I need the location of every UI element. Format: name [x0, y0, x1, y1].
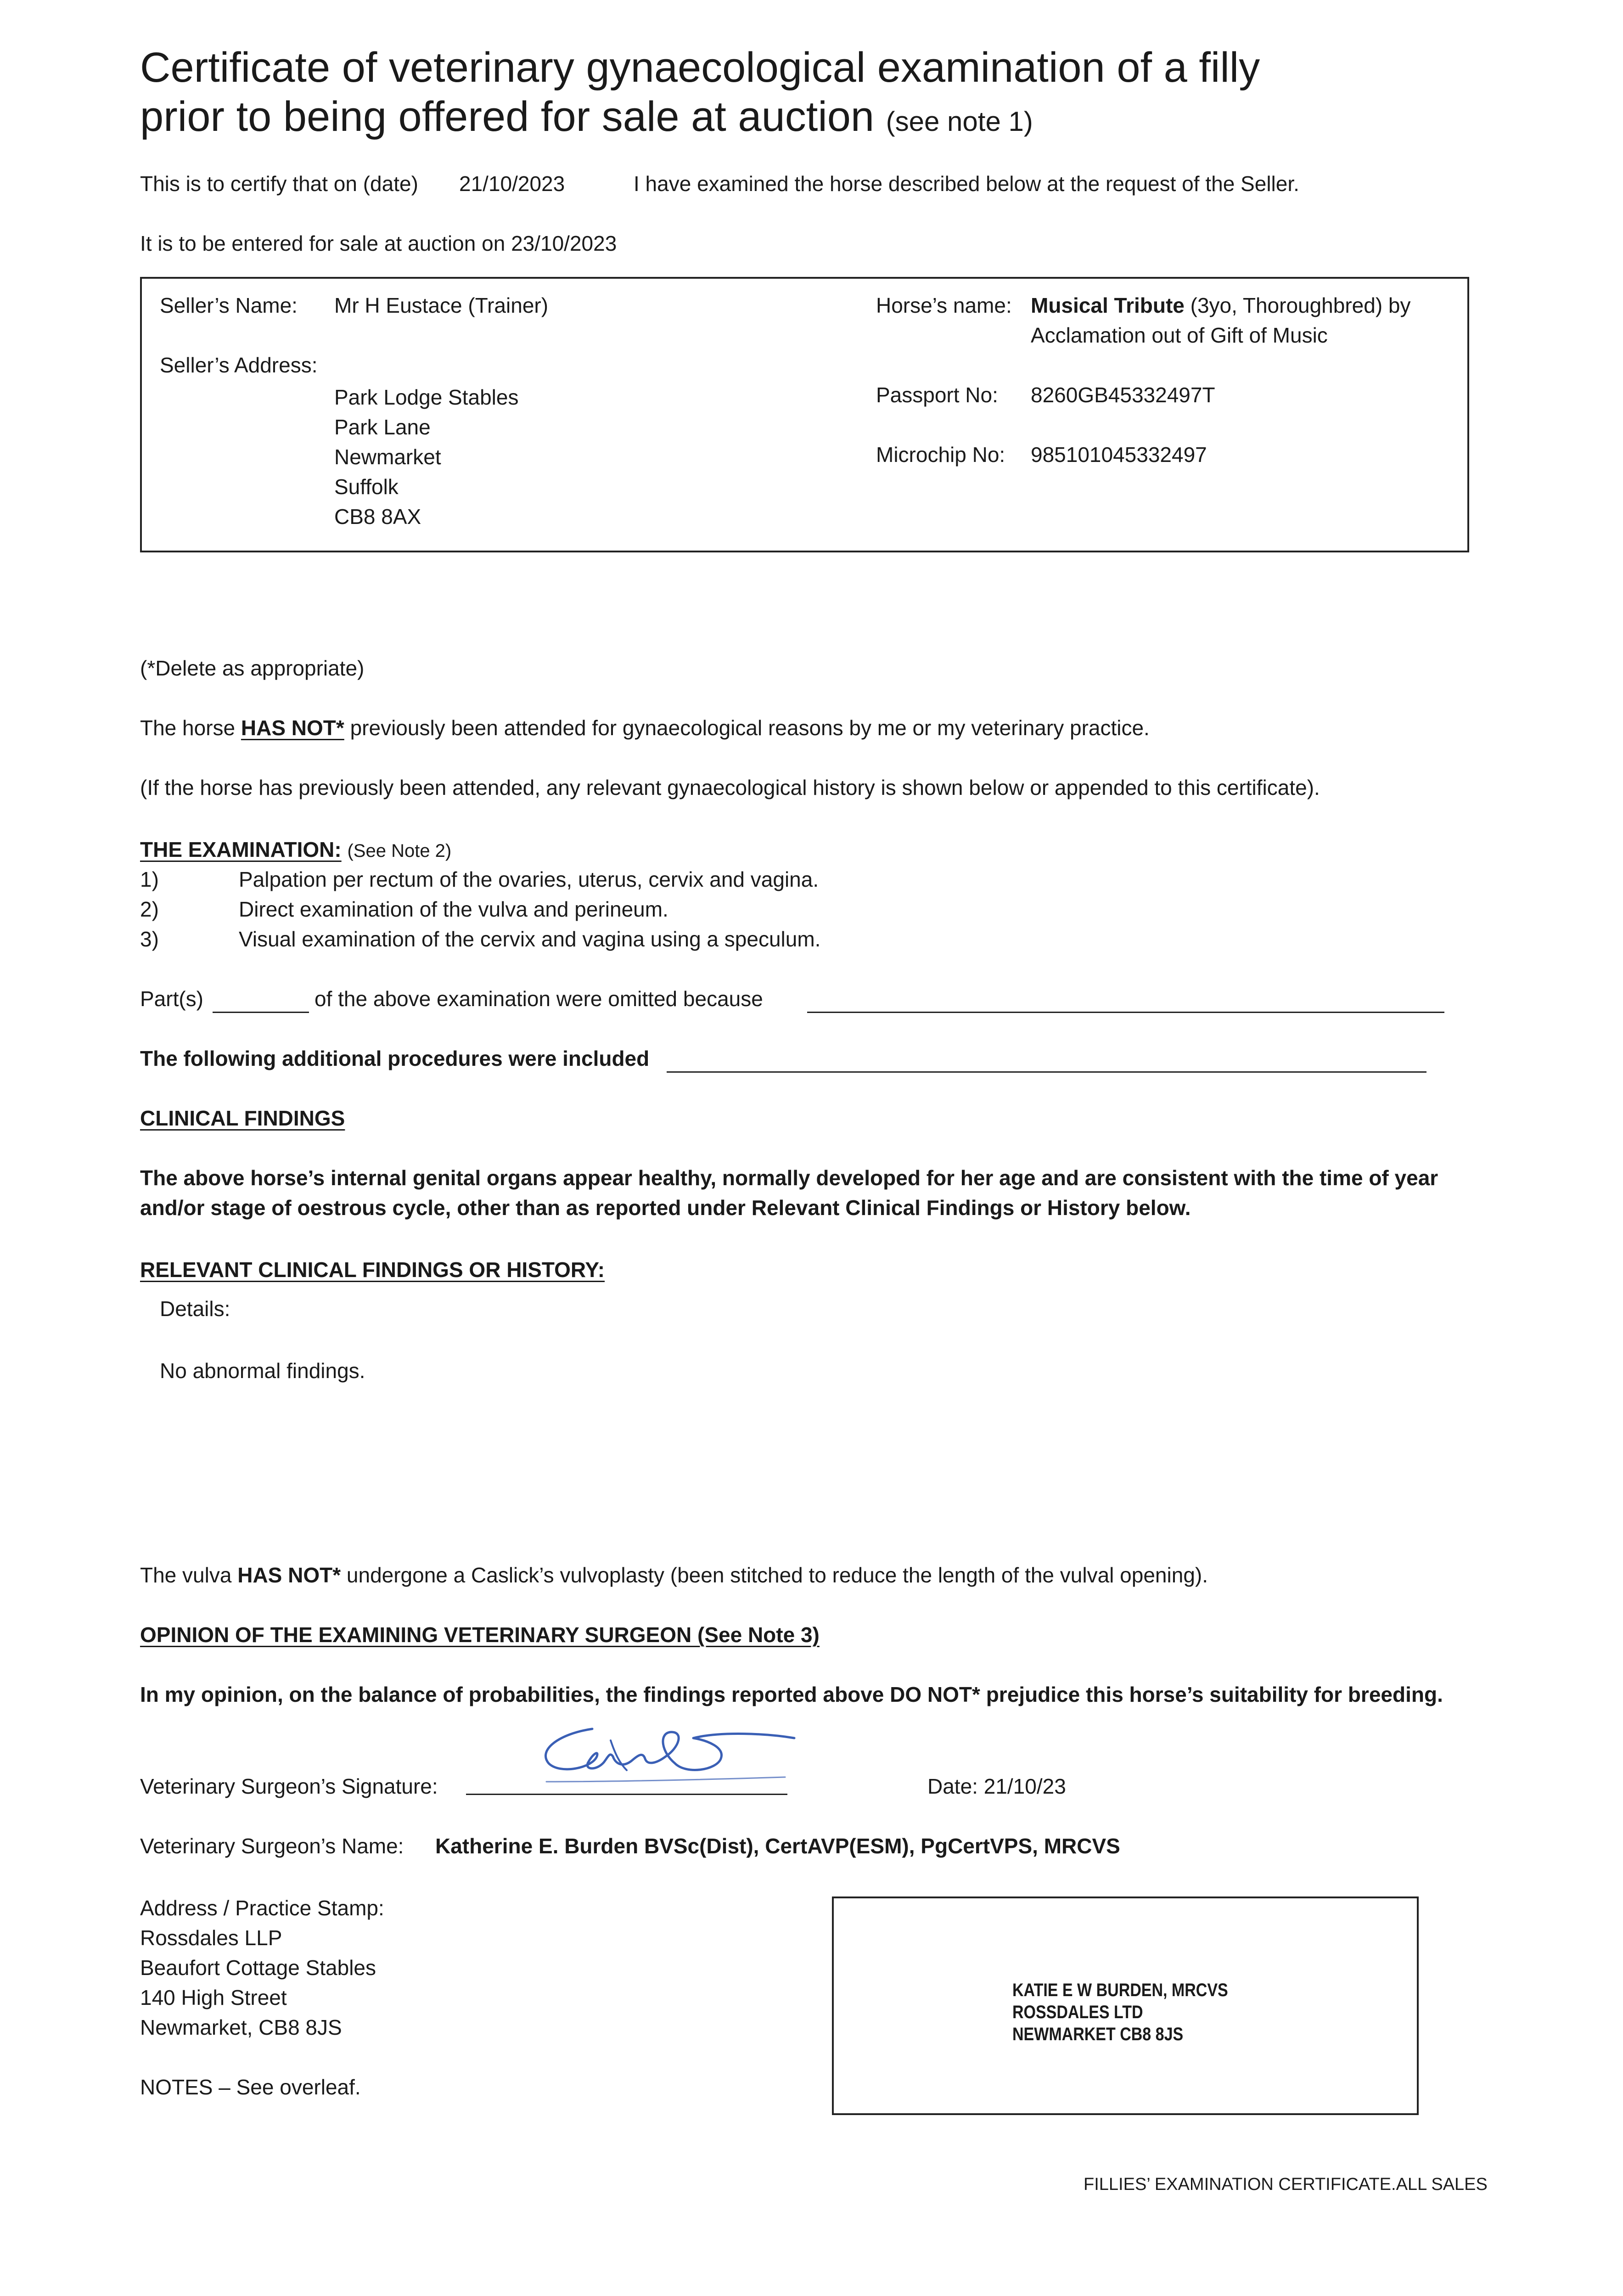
practice-address-label: Address / Practice Stamp:: [140, 1896, 384, 1920]
attended-prefix: The horse: [140, 716, 236, 740]
auction-text: It is to be entered for sale at auction on: [140, 231, 505, 255]
horse-name-label: Horse’s name:: [876, 293, 1012, 317]
details-label: Details:: [160, 1297, 230, 1321]
seller-address-line: Park Lane: [334, 415, 431, 439]
horse-name-line: [1031, 293, 1411, 318]
seller-address-line: Park Lodge Stables: [334, 385, 519, 409]
surgeon-name-label: Veterinary Surgeon’s Name:: [140, 1834, 404, 1858]
examination-heading-line: [140, 837, 451, 862]
signature-date: 21/10/23: [983, 1774, 1066, 1798]
exam-date: 21/10/2023: [459, 172, 565, 196]
practice-address-line: Newmarket, CB8 8JS: [140, 2015, 342, 2039]
opinion-heading: OPINION OF THE EXAMINING VETERINARY SURGEON (See Note 3): [140, 1623, 820, 1647]
exam-item-num: 1): [140, 867, 159, 891]
surgeon-name: Katherine E. Burden BVSc(Dist), CertAVP(ESM), PgCertVPS, MRCVS: [435, 1834, 1120, 1858]
seller-address-line: Newmarket: [334, 445, 441, 469]
footer-label: FILLIES’ EXAMINATION CERTIFICATE.ALL SALES: [1084, 2175, 1488, 2194]
horse-name: Musical Tribute: [1031, 293, 1185, 317]
signature-mark: [528, 1713, 822, 1795]
history-note: (If the horse has previously been attended, any relevant gynaecological history is shown below or appended to this certificate).: [140, 776, 1320, 799]
practice-address-line: 140 High Street: [140, 1986, 287, 2009]
horse-details: (3yo, Thoroughbred) by: [1190, 293, 1411, 317]
title-note: (see note 1): [886, 106, 1033, 137]
omitted-middle: of the above examination were omitted because: [314, 987, 763, 1011]
attended-statement: [140, 715, 1150, 741]
clinical-findings-line2: and/or stage of oestrous cycle, other than as reported under Relevant Clinical Findings or History below.: [140, 1196, 1191, 1220]
exam-item-num: 2): [140, 897, 159, 921]
microchip-number: 985101045332497: [1031, 443, 1207, 467]
omitted-parts-blank[interactable]: [213, 1012, 309, 1013]
examination-heading: THE EXAMINATION:: [140, 838, 342, 861]
attended-status: HAS NOT*: [241, 716, 344, 740]
certify-suffix: I have examined the horse described below at the request of the Seller.: [634, 172, 1299, 196]
opinion-suffix: prejudice this horse’s suitability for breeding.: [986, 1683, 1443, 1706]
signature-label: Veterinary Surgeon’s Signature:: [140, 1774, 438, 1798]
opinion-statement: [140, 1682, 1443, 1707]
seller-name: Mr H Eustace (Trainer): [334, 293, 549, 317]
exam-item-text: Visual examination of the cervix and vagina using a speculum.: [239, 927, 821, 951]
passport-label: Passport No:: [876, 383, 998, 407]
certificate-title-line2: [140, 93, 1033, 141]
vulva-suffix: undergone a Caslick’s vulvoplasty (been stitched to reduce the length of the vulval opening).: [346, 1563, 1208, 1587]
practice-address-line: Rossdales LLP: [140, 1926, 282, 1950]
horse-breeding: Acclamation out of Gift of Music: [1031, 323, 1328, 347]
exam-item-text: Direct examination of the vulva and perineum.: [239, 897, 668, 921]
stamp-line: NEWMARKET CB8 8JS: [1012, 2024, 1184, 2044]
additional-procedures-blank[interactable]: [667, 1071, 1426, 1073]
certificate-title-line1: Certificate of veterinary gynaecological examination of a filly: [140, 44, 1260, 91]
notes-reference: NOTES – See overleaf.: [140, 2075, 361, 2099]
practice-address-line: Beaufort Cottage Stables: [140, 1956, 376, 1980]
delete-note: (*Delete as appropriate): [140, 656, 365, 680]
auction-date: 23/10/2023: [511, 231, 617, 255]
signature-date-label: Date:: [927, 1774, 978, 1798]
vulva-status: HAS NOT*: [237, 1563, 341, 1587]
vulva-prefix: The vulva: [140, 1563, 232, 1587]
clinical-findings-line1: The above horse’s internal genital organs appear healthy, normally developed for her age and are consistent with the time of year: [140, 1166, 1438, 1190]
passport-number: 8260GB45332497T: [1031, 383, 1215, 407]
additional-procedures-label: The following additional procedures were included: [140, 1047, 650, 1070]
attended-suffix: previously been attended for gynaecological reasons by me or my veterinary practice.: [350, 716, 1150, 740]
seller-address: [334, 383, 519, 532]
opinion-prefix: In my opinion, on the balance of probabilities, the findings reported above: [140, 1683, 884, 1706]
signature-date-line: [927, 1774, 1066, 1799]
auction-line: [140, 231, 617, 256]
microchip-label: Microchip No:: [876, 443, 1005, 467]
details-text: No abnormal findings.: [160, 1359, 365, 1383]
omitted-reason-blank[interactable]: [807, 1012, 1444, 1013]
title-line2-text: prior to being offered for sale at auction: [140, 93, 875, 140]
opinion-status: DO NOT*: [890, 1683, 980, 1706]
stamp-line: KATIE E W BURDEN, MRCVS: [1012, 1980, 1228, 2000]
clinical-findings-heading: CLINICAL FINDINGS: [140, 1106, 345, 1130]
seller-name-label: Seller’s Name:: [160, 293, 298, 317]
practice-stamp: [1012, 1979, 1228, 2045]
examination-note: (See Note 2): [347, 841, 452, 861]
omitted-prefix: Part(s): [140, 987, 203, 1011]
seller-address-label: Seller’s Address:: [160, 353, 318, 377]
certify-prefix: This is to certify that on (date): [140, 172, 418, 196]
vulva-statement: [140, 1563, 1208, 1588]
exam-item-num: 3): [140, 927, 159, 951]
relevant-findings-heading: RELEVANT CLINICAL FINDINGS OR HISTORY:: [140, 1258, 605, 1282]
stamp-line: ROSSDALES LTD: [1012, 2002, 1143, 2022]
seller-address-line: CB8 8AX: [334, 505, 421, 529]
exam-item-text: Palpation per rectum of the ovaries, uterus, cervix and vagina.: [239, 867, 819, 891]
practice-address: [140, 1893, 384, 2043]
seller-address-line: Suffolk: [334, 475, 399, 499]
